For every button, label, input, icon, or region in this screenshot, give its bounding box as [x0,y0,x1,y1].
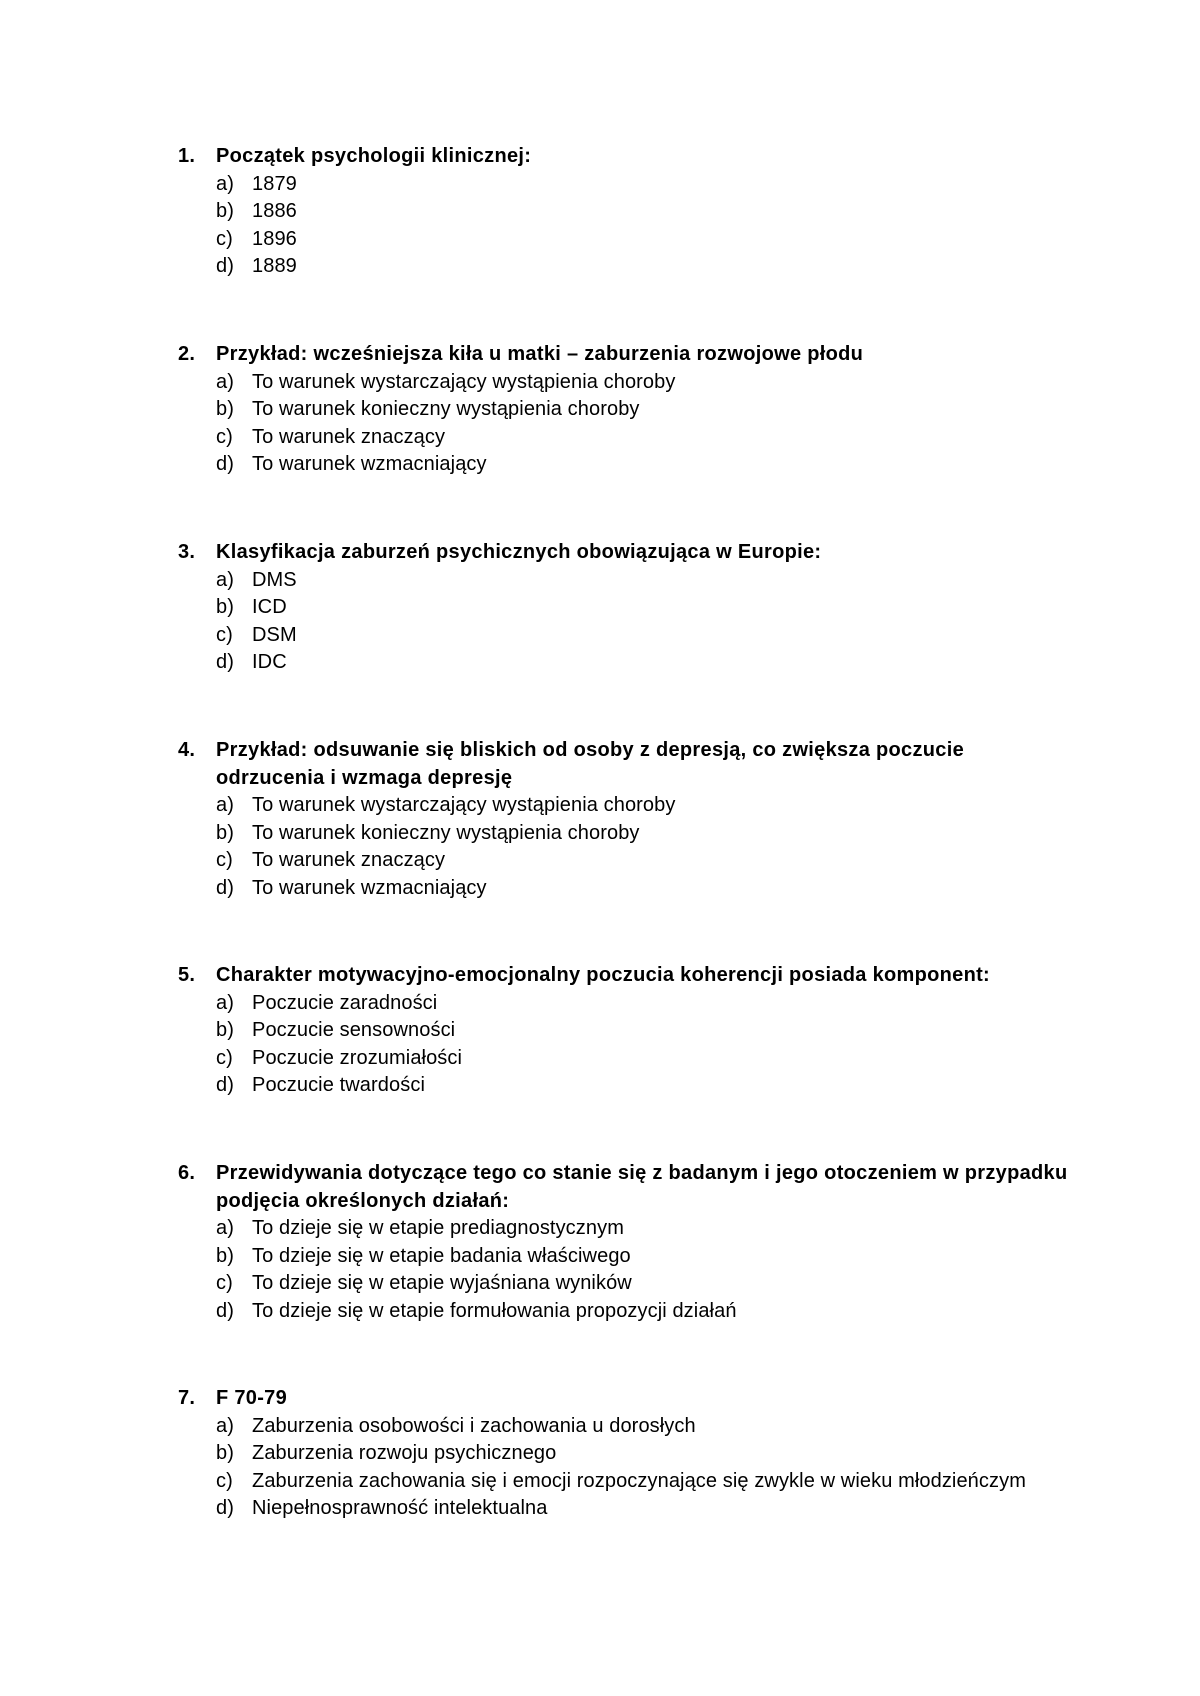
question-number: 5. [178,964,196,986]
option-d-correct [216,1298,1078,1326]
question-text: Przewidywania dotyczące tego co stanie się z badanym i jego otoczeniem w przypadku podjęcia określonych działań: [216,1162,1068,1212]
question-number: 2. [178,343,196,365]
option-letter: a) [216,1217,234,1239]
option-text: 1886 [252,200,297,222]
question-1 [178,143,1078,281]
question-heading [178,143,1078,171]
option-text: To dzieje się w etapie wyjaśniana wyników [252,1272,632,1294]
option-c-correct [216,226,1078,254]
option-letter: b) [216,1442,234,1464]
option-letter: a) [216,172,234,195]
option-text: Poczucie zrozumiałości [252,1046,463,1069]
option-b-correct [216,1017,1078,1045]
option-text: To dzieje się w etapie prediagnostycznym [252,1217,624,1239]
option-letter: b) [216,821,234,844]
option-b-correct [216,396,1078,424]
option-c [216,1468,1078,1496]
option-a [216,369,1078,397]
option-a [216,1413,1078,1441]
option-c [216,847,1078,875]
question-heading [178,737,1078,792]
question-text: Przykład: wcześniejsza kiła u matki – zaburzenia rozwojowe płodu [216,343,864,365]
option-letter: d) [216,453,234,475]
option-b [216,1440,1078,1468]
option-text: Poczucie zaradności [252,991,438,1014]
question-3 [178,539,1078,677]
option-d-correct [216,875,1078,903]
option-text: To warunek wystarczający wystąpienia choroby [252,370,676,393]
option-letter: d) [216,255,234,277]
question-6 [178,1160,1078,1325]
option-letter: a) [216,794,234,816]
option-text: DSM [252,623,297,646]
question-text: F 70-79 [216,1387,288,1409]
option-letter: b) [216,1019,234,1041]
option-c [216,622,1078,650]
option-text: To warunek znaczący [252,425,446,448]
option-letter: c) [216,227,233,250]
question-5 [178,962,1078,1100]
option-text: 1879 [252,172,297,195]
option-text: Zaburzenia osobowości i zachowania u dorosłych [252,1414,696,1437]
option-letter: c) [216,1046,233,1069]
question-heading [178,1160,1078,1215]
option-letter: a) [216,1414,234,1437]
question-text: Przykład: odsuwanie się bliskich od osoby z depresją, co zwiększa poczucie odrzucenia i wzmaga depresję [216,739,964,789]
option-d [216,253,1078,281]
option-a [216,171,1078,199]
option-text: To warunek konieczny wystąpienia choroby [252,398,640,420]
option-a [216,990,1078,1018]
option-text: To warunek wzmacniający [252,876,487,899]
question-number: 4. [178,739,196,761]
option-a [216,792,1078,820]
option-c [216,424,1078,452]
option-d [216,649,1078,677]
option-text: Niepełnosprawność intelektualna [252,1497,548,1519]
option-letter: a) [216,991,234,1014]
question-number: 3. [178,541,196,563]
option-letter: b) [216,398,234,420]
option-letter: d) [216,876,234,899]
option-letter: c) [216,849,233,871]
question-text: Klasyfikacja zaburzeń psychicznych obowiązująca w Europie: [216,541,822,563]
option-letter: b) [216,1244,234,1267]
option-text: IDC [252,651,287,673]
option-letter: c) [216,1272,233,1294]
question-text: Charakter motywacyjno-emocjonalny poczucia koherencji posiada komponent: [216,964,991,986]
option-d [216,1072,1078,1100]
question-7 [178,1385,1078,1523]
option-letter: d) [216,1497,234,1519]
question-heading [178,539,1078,567]
option-d-correct [216,1495,1078,1523]
option-letter: c) [216,425,233,448]
option-letter: a) [216,370,234,393]
option-text: DMS [252,568,297,591]
question-4 [178,737,1078,902]
option-a [216,1215,1078,1243]
option-b-correct [216,594,1078,622]
option-letter: d) [216,651,234,673]
option-text: To warunek wzmacniający [252,453,487,475]
option-text: 1896 [252,227,297,250]
option-text: Poczucie sensowności [252,1019,456,1041]
question-number: 6. [178,1162,196,1184]
option-letter: c) [216,623,233,646]
option-letter: b) [216,200,234,222]
question-number: 7. [178,1387,196,1409]
question-heading [178,962,1078,990]
question-2 [178,341,1078,479]
option-text: To dzieje się w etapie formułowania propozycji działań [252,1299,737,1322]
question-heading [178,341,1078,369]
option-text: Poczucie twardości [252,1074,425,1096]
option-text: ICD [252,596,287,618]
option-letter: a) [216,568,234,591]
option-text: To dzieje się w etapie badania właściwego [252,1244,631,1267]
option-text: To warunek konieczny wystąpienia choroby [252,821,640,844]
option-b [216,198,1078,226]
option-text: 1889 [252,255,297,277]
option-d [216,451,1078,479]
option-text: To warunek znaczący [252,849,446,871]
option-c [216,1270,1078,1298]
option-a [216,567,1078,595]
option-letter: b) [216,596,234,618]
option-letter: d) [216,1299,234,1322]
option-b [216,820,1078,848]
option-text: Zaburzenia zachowania się i emocji rozpoczynające się zwykle w wieku młodzieńczym [252,1469,1026,1492]
question-heading [178,1385,1078,1413]
option-letter: c) [216,1469,233,1492]
option-c [216,1045,1078,1073]
option-text: Zaburzenia rozwoju psychicznego [252,1442,557,1464]
option-text: To warunek wystarczający wystąpienia choroby [252,794,676,816]
question-number: 1. [178,145,196,167]
option-letter: d) [216,1074,234,1096]
question-text: Początek psychologii klinicznej: [216,145,532,167]
option-b [216,1243,1078,1271]
